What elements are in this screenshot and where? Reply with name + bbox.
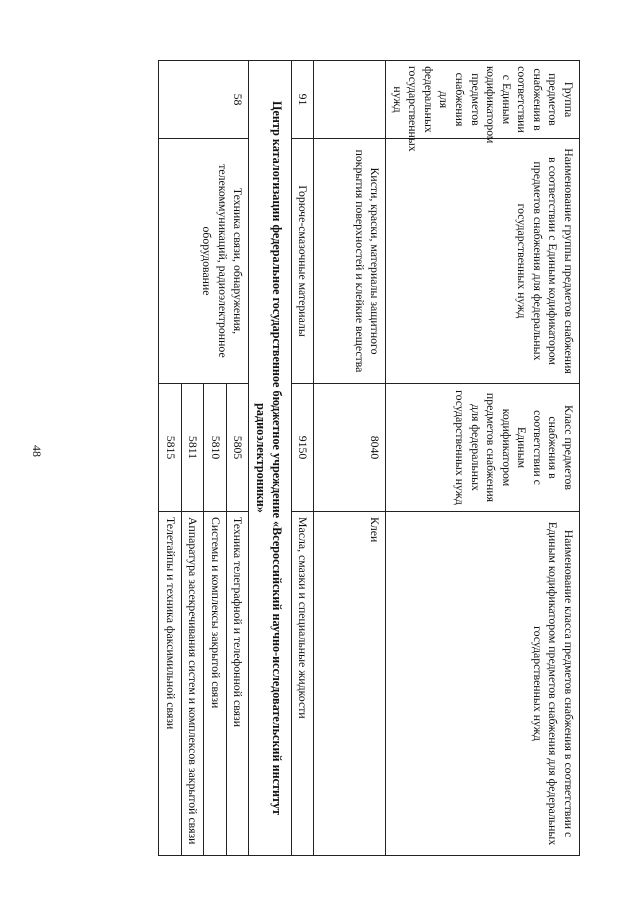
table-row xyxy=(226,61,249,856)
header-class-name: Наименование класса предметов снабжения в соответствии с Единым кодификатором предметов снабжения для федеральных государственных нужд xyxy=(386,512,580,856)
cell-group: 58 xyxy=(159,61,249,139)
cell-group-name: Техника связи, обнаружения, телекоммуникаций, радиоэлектронное оборудование xyxy=(159,139,249,384)
cell-class: 8040 xyxy=(314,384,386,512)
table-row xyxy=(314,61,386,856)
cell-class: 5805 xyxy=(226,384,249,512)
cell-class-name: Масла, смазки и специальные жидкости xyxy=(291,512,314,856)
cell-class-name: Техника телеграфной и телефонной связи xyxy=(226,512,249,856)
cell-class: 5810 xyxy=(204,384,227,512)
cell-group: 91 xyxy=(291,61,314,139)
cell-class: 9150 xyxy=(291,384,314,512)
cell-class-name: Системы и комплексы закрытой связи xyxy=(204,512,227,856)
cell-class-name: Аппаратура засекречивания систем и комплексов закрытой связи xyxy=(181,512,204,856)
section-title-row xyxy=(249,61,291,856)
cell-group-name: Горюче-смазочные материалы xyxy=(291,139,314,384)
cell-class-name: Клеи xyxy=(314,512,386,856)
classification-table xyxy=(158,60,580,856)
rotated-table-container xyxy=(90,60,580,855)
header-group-name: Наименование группы предметов снабжения в соответствии с Единым кодификатором предметов снабжения для федеральных государственных нужд xyxy=(386,139,580,384)
cell-class: 5811 xyxy=(181,384,204,512)
table-header-row xyxy=(386,61,580,856)
cell-group xyxy=(314,61,386,139)
table-row xyxy=(291,61,314,856)
header-class: Класс предметов снабжения в соответствии с Единым кодификатором предметов снабжения для федеральных государственных нужд xyxy=(386,384,580,512)
section-title: Центр каталогизации федеральное государственное бюджетное учреждение «Всероссийский научно-исследовательский институт радиоэлектроники» xyxy=(249,61,291,856)
cell-group-name: Кисти, краски, материалы защитного покрытия поверхностей и клейкие вещества xyxy=(314,139,386,384)
header-group: Группа предметов снабжения в соответствии с Единым кодификатором предметов снабжения для федеральных государственных нужд xyxy=(386,61,580,139)
cell-class: 5815 xyxy=(159,384,182,512)
page-number: 48 xyxy=(30,445,44,457)
cell-class-name: Телетайпы и техника факсимильной связи xyxy=(159,512,182,856)
